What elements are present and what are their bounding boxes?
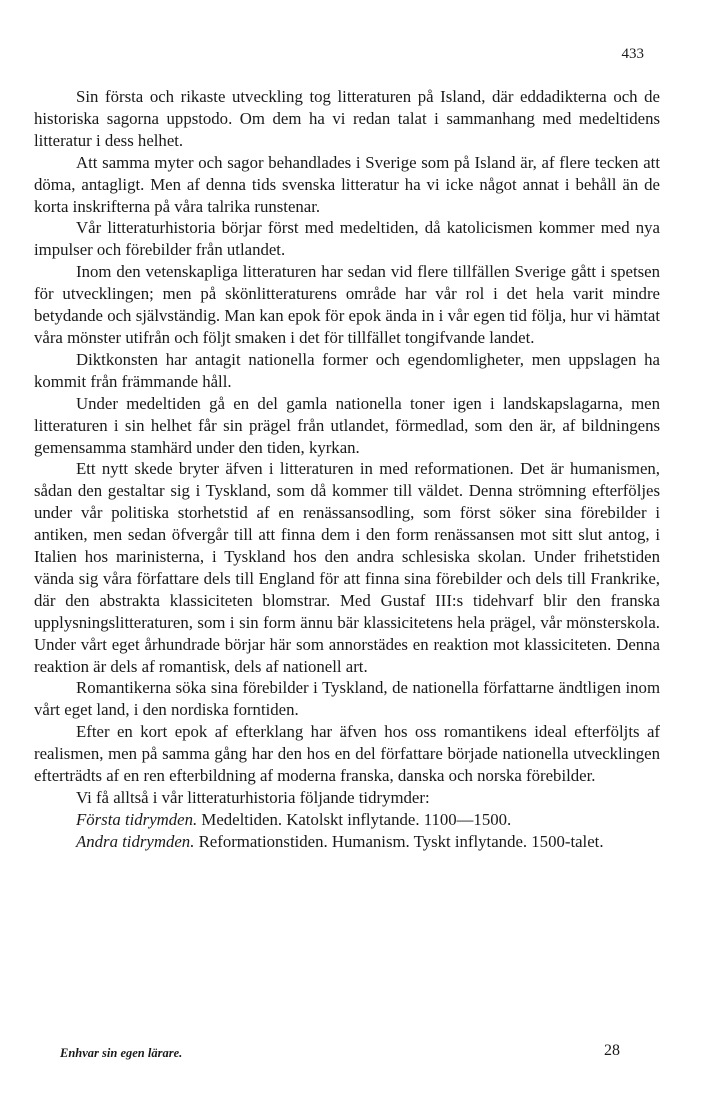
period-text: Reformationstiden. Humanism. Tyskt inflytande. 1500-talet. [198, 831, 604, 851]
paragraph-6: Under medeltiden gå en del gamla nationella toner igen i landskapslagarna, men litteraturen i sin helhet får sin prägel från utlandet, förmedlad, som den är, af bildningens gemensamma stamhärd under den tiden, kyrkan. [34, 393, 660, 457]
paragraph-1: Sin första och rikaste utveckling tog litteraturen på Island, där eddadikterna och de historiska sagorna uppstodo. Om dem ha vi redan talat i sammanhang med medeltidens litteratur i dess helhet. [34, 87, 660, 150]
period-item [34, 809, 660, 831]
paragraph-4: Inom den vetenskapliga litteraturen har sedan vid flere tillfällen Sverige gått i spetsen för utvecklingen; men på skönlitteraturens område har vår rol i det hela varit mindre betydande och självständig. Man kan epok för epok ända in i vår egen tid följa, hur vi hämtat våra mönster utifrån och följt smaken i det för tillfället tongifvande landet. [34, 262, 660, 347]
signature-mark: 28 [604, 1042, 620, 1059]
period-label: Första tidrymden. [76, 809, 198, 829]
paragraph-8: Romantikerna söka sina förebilder i Tyskland, de nationella författarne ändtligen inom vårt eget land, i den nordiska forntiden. [34, 678, 660, 720]
period-item [34, 831, 660, 853]
period-text: Medeltiden. Katolskt inflytande. 1100—1500. [201, 809, 512, 829]
paragraph-5: Diktkonsten har antagit nationella former och egendomligheter, men uppslagen ha kommit från främmande håll. [34, 349, 660, 391]
period-label: Andra tidrymden. [76, 831, 195, 851]
page-number: 433 [621, 46, 644, 62]
paragraph-9: Efter en kort epok af efterklang har äfven hos oss romantikens ideal efterföljts af realismen, men på samma gång har den hos en del författare började nationella utvecklingen efterträdts af en ren efterbildning af moderna franska, danska och norska förebilder. [34, 722, 660, 786]
series-title: Enhvar sin egen lärare. [60, 1046, 183, 1060]
paragraph-10: Vi få alltså i vår litteraturhistoria följande tidrymder: [76, 788, 430, 807]
paragraph-3: Vår litteraturhistoria börjar först med medeltiden, då katolicismen kommer med nya impulser och förebilder från utlandet. [34, 218, 660, 260]
paragraph-7: Ett nytt skede bryter äfven i litteraturen in med reformationen. Det är humanismen, sådan den gestaltar sig i Tyskland, som då kommer till väldet. Denna strömning efterföljes under vår politiska storhetstid af en renässansodling, som först söker sina förebilder i antiken, men sedan öfvergår till att finna dem i den form renässansen mot sitt slut antog, i Italien hos marinisterna, i Tyskland hos den andra schlesiska skolan. Under frihetstiden vända sig våra författare dels till England för att finna sina förebilder och dels till Frankrike, där den abstrakta klassiciteten blomstrar. Med Gustaf III:s tidehvarf blir den franska upplysningslitteraturen, som i sin form ännu bär klassicitetens hela prägel, vår mönsterskola. Under vårt eget århundrade börjar här som annorstädes en reaktion mot klassiciteten. Denna reaktion är dels af romantisk, dels af nationell art. [34, 459, 660, 676]
paragraph-2: Att samma myter och sagor behandlades i Sverige som på Island är, af flere tecken att döma, antagligt. Men af denna tids svenska litteratur ha vi icke något annat i behåll än de korta inskrifterna på våra talrika runstenar. [34, 152, 660, 216]
body-text [34, 86, 660, 853]
